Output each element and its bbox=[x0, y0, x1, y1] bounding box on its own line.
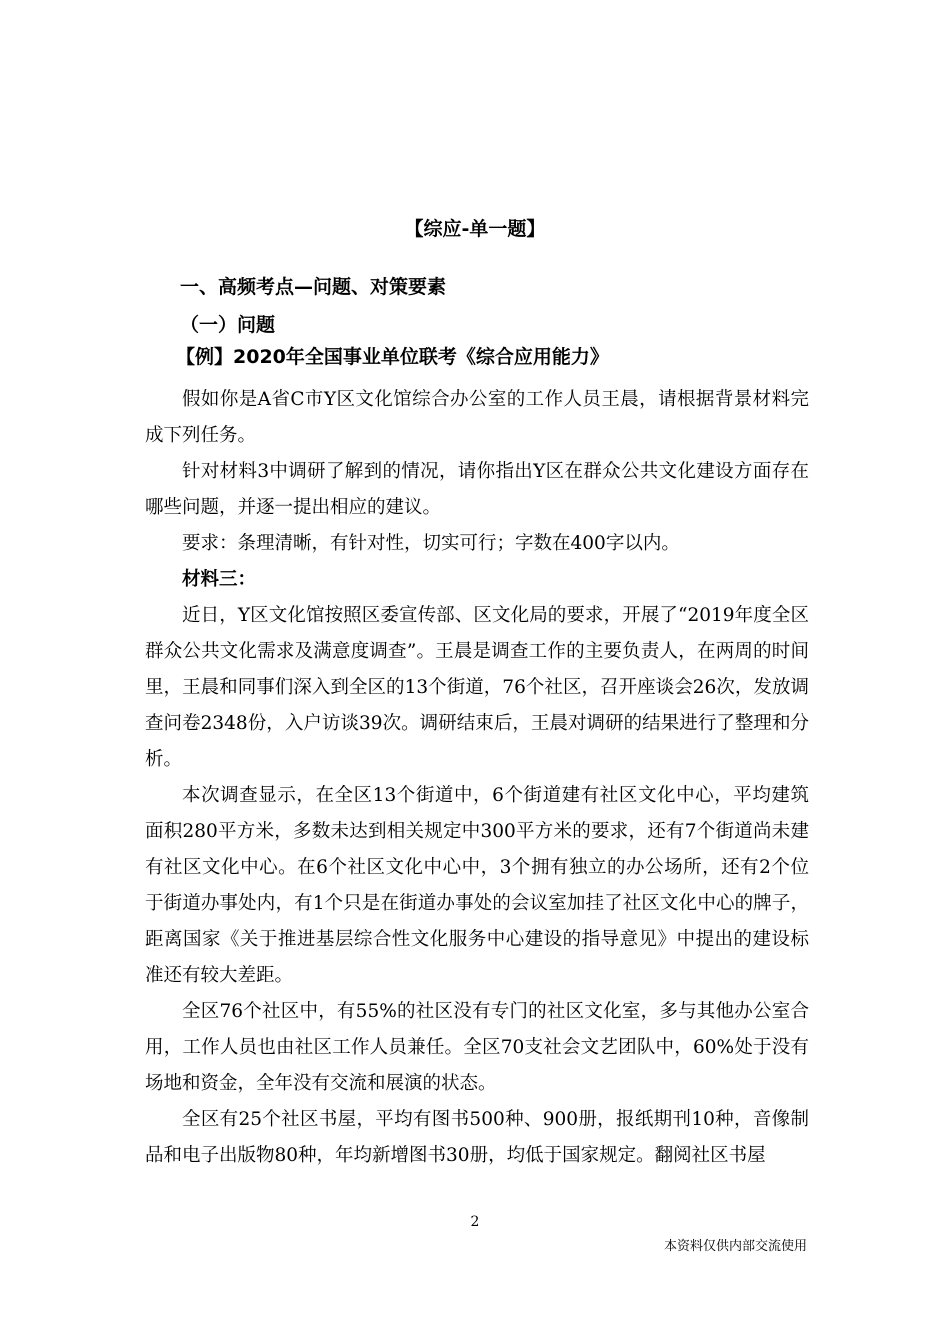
requirement-paragraph: 要求：条理清晰，有针对性，切实可行；字数在400字以内。 bbox=[182, 533, 680, 554]
subsection-heading: （一）问题 bbox=[180, 314, 276, 336]
task-intro-paragraph: 假如你是A省C市Y区文化馆综合办公室的工作人员王晨，请根据背景材料完成下列任务。 bbox=[145, 389, 809, 446]
material-paragraph-1: 近日，Y区文化馆按照区委宣传部、区文化局的要求，开展了“2019年度全区群众公共文化需求及满意度调查”。王晨是调查工作的主要负责人，在两周的时间里，王晨和同事们深入到全区的13个街道，76个社区，召开座谈会26次，发放调查问卷2348份，入户访谈39次。调研结束后，王晨对调研的结果进行了整理和分析。 bbox=[145, 605, 809, 770]
page-number: 2 bbox=[470, 1214, 480, 1230]
document-title: 【综应-单一题】 bbox=[404, 218, 546, 240]
task-question-paragraph: 针对材料3中调研了解到的情况，请你指出Y区在群众公共文化建设方面存在哪些问题，并逐一提出相应的建议。 bbox=[145, 461, 809, 518]
material-label: 材料三： bbox=[182, 569, 257, 590]
section-heading: 一、高频考点—问题、对策要素 bbox=[180, 276, 447, 298]
document-body bbox=[145, 382, 809, 1174]
material-paragraph-3: 全区76个社区中，有55%的社区没有专门的社区文化室，多与其他办公室合用，工作人员也由社区工作人员兼任。全区70支社会文艺团队中，60%处于没有场地和资金，全年没有交流和展演的状态。 bbox=[145, 1001, 809, 1094]
example-heading: 【例】2020年全国事业单位联考《综合应用能力》 bbox=[176, 346, 609, 368]
material-paragraph-4: 全区有25个社区书屋，平均有图书500种、900册，报纸期刊10种，音像制品和电子出版物80种，年均新增图书30册，均低于国家规定。翻阅社区书屋 bbox=[145, 1109, 809, 1166]
material-paragraph-2: 本次调查显示，在全区13个街道中，6个街道建有社区文化中心，平均建筑面积280平方米，多数未达到相关规定中300平方米的要求，还有7个街道尚未建有社区文化中心。在6个社区文化中心中，3个拥有独立的办公场所，还有2个位于街道办事处内，有1个只是在街道办事处的会议室加挂了社区文化中心的牌子，距离国家《关于推进基层综合性文化服务中心建设的指导意见》中提出的建设标准还有较大差距。 bbox=[145, 785, 809, 986]
footer-note: 本资料仅供内部交流使用 bbox=[663, 1239, 807, 1254]
